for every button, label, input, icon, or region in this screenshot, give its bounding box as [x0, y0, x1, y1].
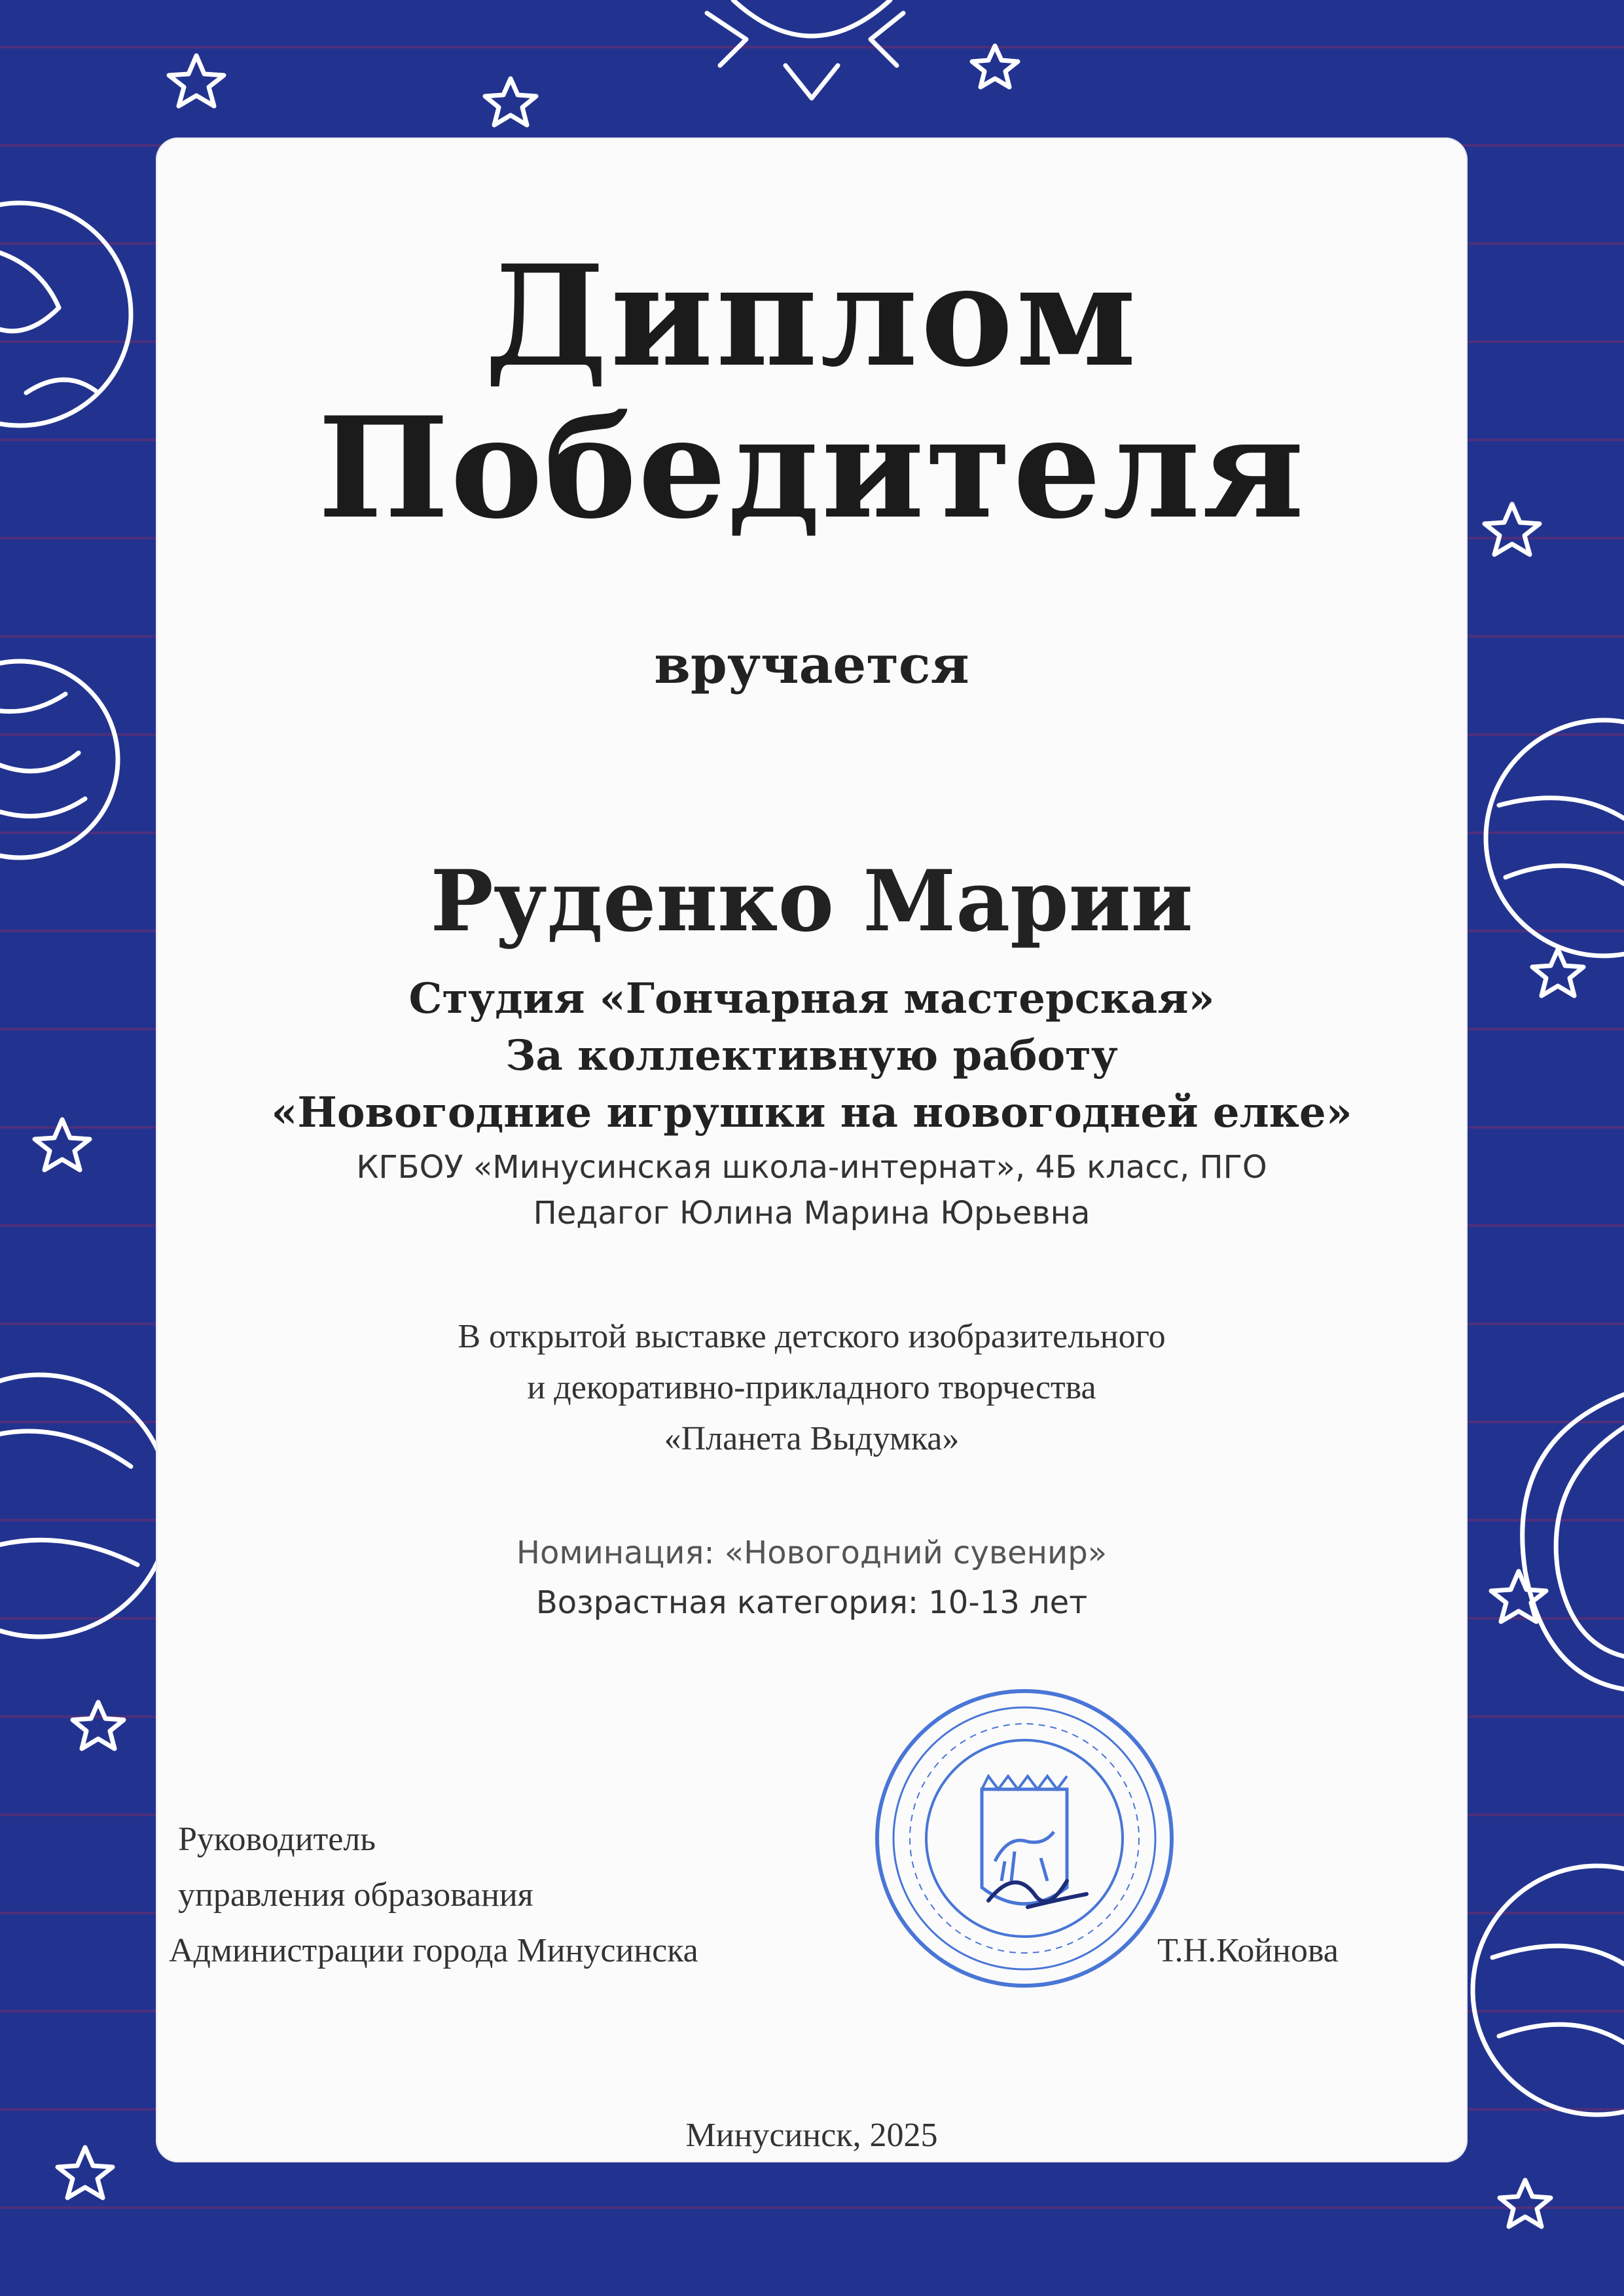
age-category: Возрастная категория: 10-13 лет [535, 1584, 1088, 1621]
star-icon [58, 2147, 113, 2198]
moon-icon [1523, 1394, 1624, 1689]
studio-name: Студия «Гончарная мастерская» [408, 974, 1215, 1023]
school-info: КГБОУ «Минусинская школа-интернат», 4Б класс, ПГО [356, 1149, 1267, 1186]
signer-name: Т.Н.Койнова [1157, 1932, 1339, 1969]
star-icon [73, 1702, 124, 1749]
awarded-to-label: вручается [654, 634, 969, 695]
exhibition-line2: и декоративно-прикладного творчества [527, 1369, 1096, 1406]
for-work-label: За коллективную работу [505, 1031, 1118, 1080]
teacher-info: Педагог Юлина Марина Юрьевна [533, 1195, 1091, 1231]
star-icon [485, 79, 536, 125]
signature-position-line2: управления образования [178, 1876, 533, 1914]
planet-icon [0, 661, 118, 858]
diploma-panel [156, 137, 1468, 2162]
signature-position-line1: Руководитель [178, 1821, 376, 1858]
city-year: Минусинск, 2025 [685, 2117, 938, 2154]
planet-icon [1473, 1866, 1624, 2115]
diploma-title-line1: Диплом [484, 234, 1139, 397]
work-title: «Новогодние игрушки на новогодней елке» [271, 1088, 1352, 1137]
star-icon [35, 1120, 90, 1170]
planet-icon [0, 203, 131, 426]
handwritten-signature [988, 1881, 1087, 1907]
star-icon [1500, 2180, 1551, 2227]
recipient-name: Руденко Марии [430, 852, 1193, 951]
exhibition-line1: В открытой выставке детского изобразительного [458, 1318, 1166, 1355]
planet-icon [1486, 720, 1624, 956]
star-icon [1485, 504, 1540, 555]
planet-icon [0, 1375, 170, 1637]
nomination: Номинация: «Новогодний сувенир» [516, 1535, 1108, 1571]
official-stamp-icon [871, 1685, 1178, 1992]
star-icon [972, 46, 1018, 87]
signature-position-line3: Администрации города Минусинска [169, 1932, 698, 1969]
diploma-title-line2: Победителя [317, 386, 1306, 549]
sun-icon [707, 0, 903, 98]
star-icon [169, 56, 224, 106]
exhibition-name: «Планета Выдумка» [664, 1420, 960, 1457]
star-icon [1532, 949, 1583, 996]
